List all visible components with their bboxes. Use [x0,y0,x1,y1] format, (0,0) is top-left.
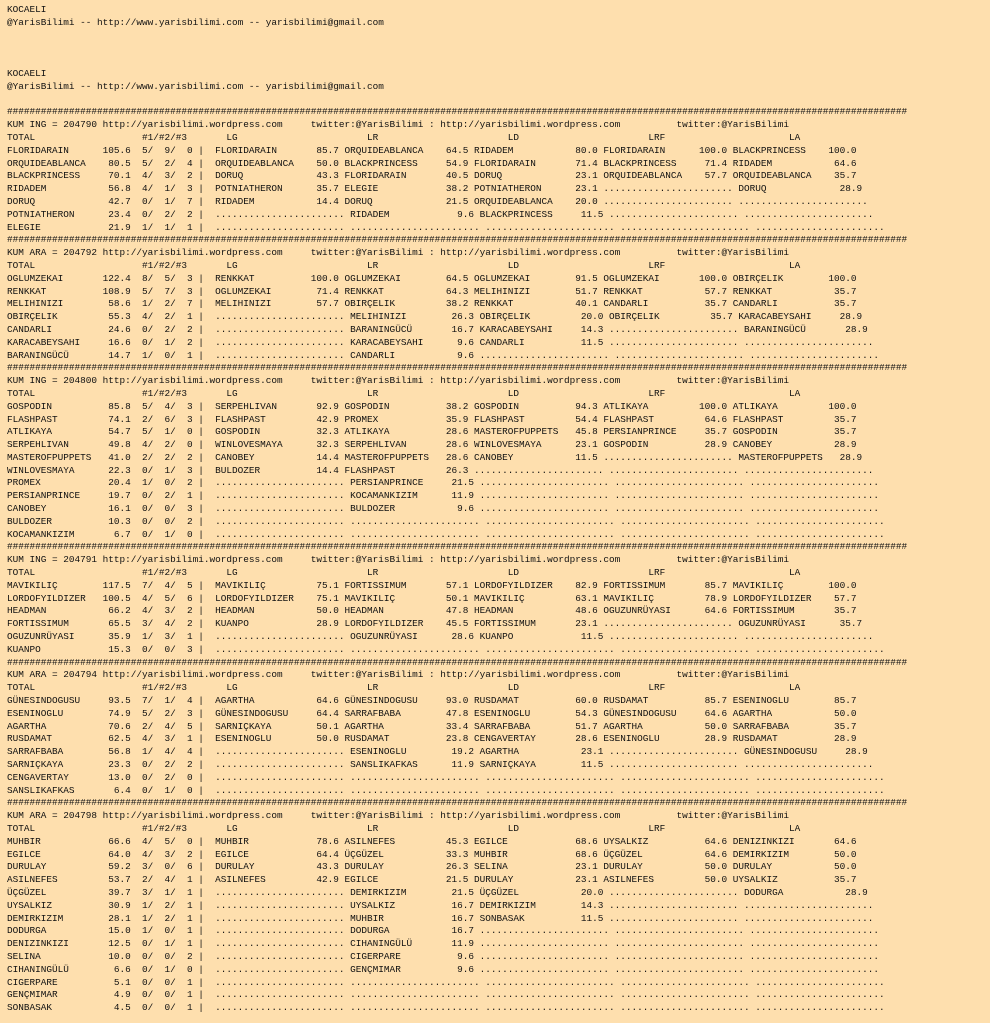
race-row: ASILNEFES 53.7 2/ 4/ 1 | ASILNEFES 42.9 EGILCE 21.5 DURULAY 23.1 ASILNEFES 50.0 UYSALKIZ 35.7 [7,874,857,886]
race-row: PROMEX 20.4 1/ 0/ 2 | ....................... PERSIANPRINCE 21.5 ....................... ....................... ....................... [7,477,880,489]
race-row: SERPEHLIVAN 49.8 4/ 2/ 0 | WINLOVESMAYA 32.3 SERPEHLIVAN 28.6 WINLOVESMAYA 23.1 GOSPODIN 28.9 CANOBEY 28.9 [7,439,857,451]
race-row: OBIRÇELIK 55.3 4/ 2/ 1 | ....................... MELIHINIZI 26.3 OBIRÇELIK 20.0 OBIRÇELIK 35.7 KARACABEYSAHI 28.9 [7,311,863,323]
race-row: CANOBEY 16.1 0/ 0/ 3 | ....................... BULDOZER 9.6 ....................... ....................... ....................... [7,503,880,515]
race-block [7,657,990,798]
race-row: CIGERPARE 5.1 0/ 0/ 1 | ....................... ....................... ....................... ....................... ....................... [7,976,885,988]
race-block [7,797,990,1015]
header-city: KOCAELI [7,4,47,15]
race-column-header: TOTAL #1/#2/#3 LG LR LD LRF LA [7,259,801,271]
race-row: ORQUIDEABLANCA 80.5 5/ 2/ 4 | ORQUIDEABLANCA 50.0 BLACKPRINCESS 54.9 FLORIDARAIN 71.4 BLACKPRINCESS 71.4 RIDADEM 64.6 [7,157,857,169]
race-row: ATLIKAYA 54.7 5/ 1/ 0 | GOSPODIN 32.3 ATLIKAYA 28.6 MASTEROFPUPPETS 45.8 PERSIANPRINCE 35.7 GOSPODIN 35.7 [7,426,857,438]
race-column-header: TOTAL #1/#2/#3 LG LR LD LRF LA [7,823,801,834]
separator-line: ################################################################################################################################################################ [7,106,908,118]
race-row: GOSPODIN 85.8 5/ 4/ 3 | SERPEHLIVAN 92.9 GOSPODIN 38.2 GOSPODIN 94.3 ATLIKAYA 100.0 ATLIKAYA 100.0 [7,400,857,412]
race-row: SANSLIKAFKAS 6.4 0/ 1/ 0 | ....................... ....................... ....................... ....................... ....................... [7,784,885,796]
race-row: RIDADEM 56.8 4/ 1/ 3 | POTNIATHERON 35.7 ELEGIE 38.2 POTNIATHERON 23.1 ....................... DORUQ 28.9 [7,183,863,195]
race-row: MELIHINIZI 58.6 1/ 2/ 7 | MELIHINIZI 57.7 OBIRÇELIK 38.2 RENKKAT 40.1 CANDARLI 35.7 CANDARLI 35.7 [7,298,857,310]
race-block [7,106,990,234]
header-city-repeat: KOCAELI [7,67,47,79]
race-row: WINLOVESMAYA 22.3 0/ 1/ 3 | BULDOZER 14.4 FLASHPAST 26.3 ....................... ....................... ....................... [7,464,874,476]
race-list [7,106,990,1015]
race-row: BARANINGÜCÜ 14.7 1/ 0/ 1 | ....................... CANDARLI 9.6 ....................... ....................... ....................... [7,349,880,361]
race-block [7,362,990,541]
race-row: DURULAY 59.2 3/ 0/ 6 | DURULAY 43.3 DURULAY 26.3 SELINA 23.1 DURULAY 50.0 DURULAY 50.0 [7,861,857,873]
separator-line: ################################################################################################################################################################ [7,656,908,668]
race-row: MASTEROFPUPPETS 41.0 2/ 2/ 2 | CANOBEY 14.4 MASTEROFPUPPETS 28.6 CANOBEY 11.5 ....................... MASTEROFPUPPETS 28.9 [7,451,863,463]
race-title: KUM ARA = 204792 http://yarisbilimi.wordpress.com twitter:@YarisBilimi : http://yarisbilimi.wordpress.com twitter:@YarisBilimi [7,247,790,259]
race-row: DORUQ 42.7 0/ 1/ 7 | RIDADEM 14.4 DORUQ 21.5 ORQUIDEABLANCA 20.0 ....................... ....................... [7,195,868,207]
race-row: OGLUMZEKAI 122.4 8/ 5/ 3 | RENKKAT 100.0 OGLUMZEKAI 64.5 OGLUMZEKAI 91.5 OGLUMZEKAI 100.0 OBIRÇELIK 100.0 [7,272,857,284]
separator-line: ################################################################################################################################################################ [7,541,908,553]
header-contact: @YarisBilimi -- http://www.yarisbilimi.com -- yarisbilimi@gmail.com [7,16,384,28]
race-row: HEADMAN 66.2 4/ 3/ 2 | HEADMAN 50.0 HEADMAN 47.8 HEADMAN 48.6 OGUZUNRÜYASI 64.6 FORTISSIMUM 35.7 [7,605,857,617]
race-title: KUM ING = 204800 http://yarisbilimi.wordpress.com twitter:@YarisBilimi : http://yarisbilimi.wordpress.com twitter:@YarisBilimi [7,375,790,387]
race-column-header: TOTAL #1/#2/#3 LG LR LD LRF LA [7,131,801,143]
race-title: KUM ARA = 204794 http://yarisbilimi.wordpress.com twitter:@YarisBilimi : http://yarisbilimi.wordpress.com twitter:@YarisBilimi [7,669,790,681]
race-row: SARNIÇKAYA 23.3 0/ 2/ 2 | ....................... SANSLIKAFKAS 11.9 SARNIÇKAYA 11.5 ....................... ....................... [7,759,874,771]
race-row: MUHBIR 66.6 4/ 5/ 0 | MUHBIR 78.6 ASILNEFES 45.3 EGILCE 68.6 UYSALKIZ 64.6 DENIZINKIZI 64.6 [7,835,857,847]
race-row: CANDARLI 24.6 0/ 2/ 2 | ....................... BARANINGÜCÜ 16.7 KARACABEYSAHI 14.3 ....................... BARANINGÜCÜ 28.9 [7,323,868,335]
race-row: BULDOZER 10.3 0/ 0/ 2 | ....................... ....................... ....................... ....................... ....................... [7,515,885,527]
race-row: GÜNESINDOGUSU 93.5 7/ 1/ 4 | AGARTHA 64.6 GÜNESINDOGUSU 93.0 RUSDAMAT 60.0 RUSDAMAT 85.7 ESENINOGLU 85.7 [7,695,857,707]
race-column-header: TOTAL #1/#2/#3 LG LR LD LRF LA [7,682,801,694]
separator-line: ################################################################################################################################################################ [7,797,908,809]
race-row: OGUZUNRÜYASI 35.9 1/ 3/ 1 | ....................... OGUZUNRÜYASI 28.6 KUANPO 11.5 ....................... ....................... [7,631,874,643]
race-row: DODURGA 15.0 1/ 0/ 1 | ....................... DODURGA 16.7 ....................... ....................... ....................... [7,925,880,937]
race-title: KUM ING = 204790 http://yarisbilimi.wordpress.com twitter:@YarisBilimi : http://yarisbilimi.wordpress.com twitter:@YarisBilimi [7,119,790,131]
race-row: SELINA 10.0 0/ 0/ 2 | ....................... CIGERPARE 9.6 ....................... ....................... ....................... [7,950,880,962]
race-title: KUM ARA = 204798 http://yarisbilimi.wordpress.com twitter:@YarisBilimi : http://yarisbilimi.wordpress.com twitter:@YarisBilimi [7,810,790,822]
race-block [7,541,990,656]
race-row: KOCAMANKIZIM 6.7 0/ 1/ 0 | ....................... ....................... ....................... ....................... ....................... [7,528,885,540]
race-row: ÜÇGÜZEL 39.7 3/ 1/ 1 | ....................... DEMIRKIZIM 21.5 ÜÇGÜZEL 20.0 ....................... DODURGA 28.9 [7,886,868,898]
race-column-header: TOTAL #1/#2/#3 LG LR LD LRF LA [7,387,801,399]
race-row: KARACABEYSAHI 16.6 0/ 1/ 2 | ....................... KARACABEYSAHI 9.6 CANDARLI 11.5 ....................... ....................... [7,336,874,348]
race-row: ELEGIE 21.9 1/ 1/ 1 | ....................... ....................... ....................... ....................... ....................... [7,221,885,233]
race-row: AGARTHA 70.6 2/ 4/ 5 | SARNIÇKAYA 50.1 AGARTHA 33.4 SARRAFBABA 51.7 AGARTHA 50.0 SARRAFBABA 35.7 [7,720,857,732]
race-row: PERSIANPRINCE 19.7 0/ 2/ 1 | ....................... KOCAMANKIZIM 11.9 ....................... ....................... ....................... [7,490,880,502]
race-row: EGILCE 64.0 4/ 3/ 2 | EGILCE 64.4 ÜÇGÜZEL 33.3 MUHBIR 68.6 ÜÇGÜZEL 64.6 DEMIRKIZIM 50.0 [7,848,857,860]
race-row: FLASHPAST 74.1 2/ 6/ 3 | FLASHPAST 42.9 PROMEX 35.9 FLASHPAST 54.4 FLASHPAST 64.6 FLASHPAST 35.7 [7,413,857,425]
race-row: FLORIDARAIN 105.6 5/ 9/ 0 | FLORIDARAIN 85.7 ORQUIDEABLANCA 64.5 RIDADEM 80.0 FLORIDARAIN 100.0 BLACKPRINCESS 100.0 [7,144,857,156]
race-row: SARRAFBABA 56.8 1/ 4/ 4 | ....................... ESENINOGLU 19.2 AGARTHA 23.1 ....................... GÜNESINDOGUSU 28.9 [7,746,868,758]
separator-line: ################################################################################################################################################################ [7,362,908,374]
race-row: DEMIRKIZIM 28.1 1/ 2/ 1 | ....................... MUHBIR 16.7 SONBASAK 11.5 ....................... ....................... [7,912,874,924]
race-row: FORTISSIMUM 65.5 3/ 4/ 2 | KUANPO 28.9 LORDOFYILDIZER 45.5 FORTISSIMUM 23.1 ....................... OGUZUNRÜYASI 35.7 [7,618,863,630]
race-row: DENIZINKIZI 12.5 0/ 1/ 1 | ....................... CIHANINGÜLÜ 11.9 ....................... ....................... ....................... [7,938,880,950]
race-row: MAVIKILIÇ 117.5 7/ 4/ 5 | MAVIKILIÇ 75.1 FORTISSIMUM 57.1 LORDOFYILDIZER 82.9 FORTISSIMUM 85.7 MAVIKILIÇ 100.0 [7,579,857,591]
race-title: KUM ING = 204791 http://yarisbilimi.wordpress.com twitter:@YarisBilimi : http://yarisbilimi.wordpress.com twitter:@YarisBilimi [7,554,790,566]
race-row: ESENINOGLU 74.9 5/ 2/ 3 | GÜNESINDOGUSU 64.4 SARRAFBABA 47.8 ESENINOGLU 54.3 GÜNESINDOGUSU 64.6 AGARTHA 50.0 [7,707,857,719]
race-block [7,234,990,362]
race-row: SONBASAK 4.5 0/ 0/ 1 | ....................... ....................... ....................... ....................... ....................... [7,1002,885,1014]
race-row: RUSDAMAT 62.5 4/ 3/ 1 | ESENINOGLU 50.0 RUSDAMAT 23.8 CENGAVERTAY 28.6 ESENINOGLU 28.9 RUSDAMAT 28.9 [7,733,857,745]
race-row: POTNIATHERON 23.4 0/ 2/ 2 | ....................... RIDADEM 9.6 BLACKPRINCESS 11.5 ....................... ....................... [7,208,874,220]
race-row: LORDOFYILDIZER 100.5 4/ 5/ 6 | LORDOFYILDIZER 75.1 MAVIKILIÇ 50.1 MAVIKILIÇ 63.1 MAVIKILIÇ 78.9 LORDOFYILDIZER 57.7 [7,592,857,604]
race-row: BLACKPRINCESS 70.1 4/ 3/ 2 | DORUQ 43.3 FLORIDARAIN 40.5 DORUQ 23.1 ORQUIDEABLANCA 57.7 ORQUIDEABLANCA 35.7 [7,170,857,182]
race-row: UYSALKIZ 30.9 1/ 2/ 1 | ....................... UYSALKIZ 16.7 DEMIRKIZIM 14.3 ....................... ....................... [7,899,874,911]
race-row: KUANPO 15.3 0/ 0/ 3 | ....................... ....................... ....................... ....................... ....................... [7,643,885,655]
race-row: CIHANINGÜLÜ 6.6 0/ 1/ 0 | ....................... GENÇMIMAR 9.6 ....................... ....................... ....................... [7,963,880,975]
header-contact-repeat: @YarisBilimi -- http://www.yarisbilimi.com -- yarisbilimi@gmail.com [7,80,384,92]
race-row: CENGAVERTAY 13.0 0/ 2/ 0 | ....................... ....................... ....................... ....................... ....................... [7,771,885,783]
race-row: RENKKAT 108.9 5/ 7/ 3 | OGLUMZEKAI 71.4 RENKKAT 64.3 MELIHINIZI 51.7 RENKKAT 57.7 RENKKAT 35.7 [7,285,857,297]
race-row: GENÇMIMAR 4.9 0/ 0/ 1 | ....................... ....................... ....................... ....................... ....................... [7,989,885,1001]
race-column-header: TOTAL #1/#2/#3 LG LR LD LRF LA [7,567,801,579]
separator-line: ################################################################################################################################################################ [7,234,908,246]
